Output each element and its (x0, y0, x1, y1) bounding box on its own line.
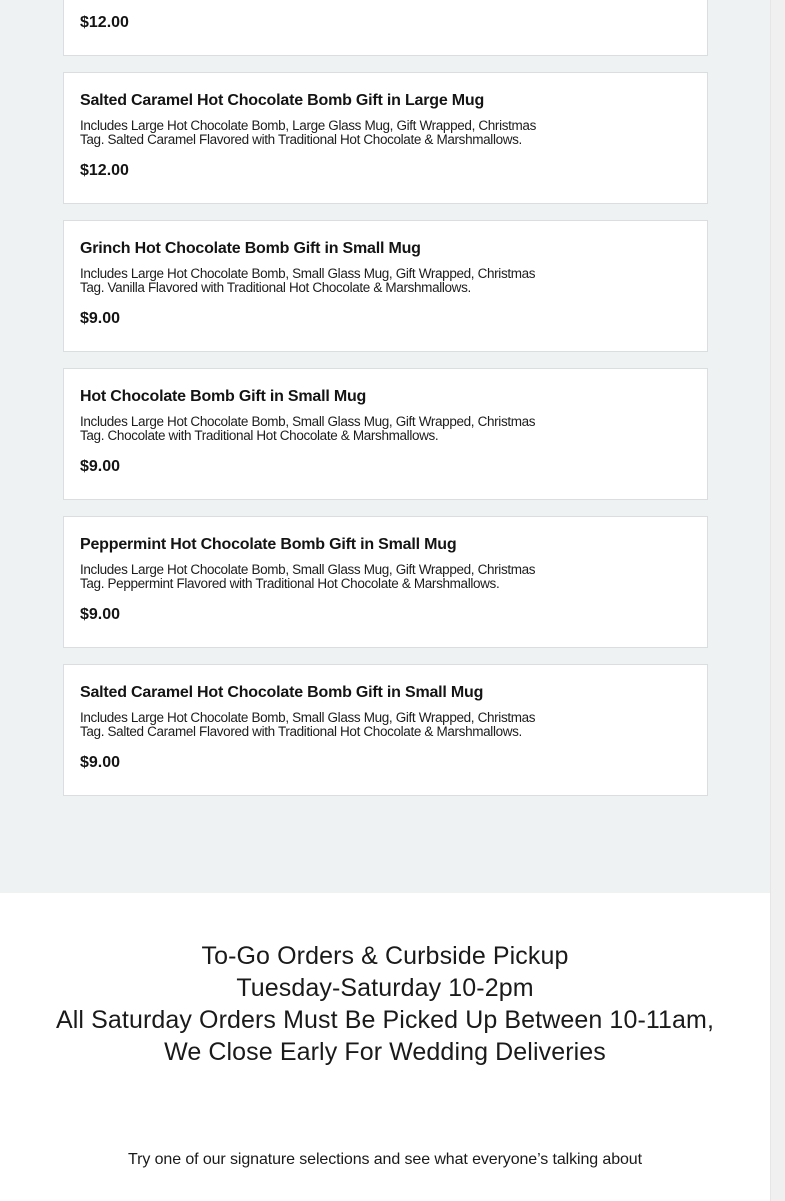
menu-item-description: Includes Large Hot Chocolate Bomb, Small Glass Mug, Gift Wrapped, Christmas Tag. Peppermint Flavored with Traditional Hot Chocolate & Marshmallows. (80, 563, 536, 591)
menu-item-description: Includes Large Hot Chocolate Bomb, Small Glass Mug, Gift Wrapped, Christmas Tag. Chocolate with Traditional Hot Chocolate & Marshmallows. (80, 415, 536, 443)
menu-item-name: Hot Chocolate Bomb Gift in Small Mug (80, 388, 367, 405)
menu-item-name: Grinch Hot Chocolate Bomb Gift in Small Mug (80, 240, 421, 257)
menu-item-description: Includes Large Hot Chocolate Bomb, Small Glass Mug, Gift Wrapped, Christmas Tag. Vanilla Flavored with Traditional Hot Chocolate & Marshmallows. (80, 267, 536, 295)
menu-item-card[interactable] (63, 72, 708, 204)
menu-item-name: Salted Caramel Hot Chocolate Bomb Gift in Small Mug (80, 684, 484, 701)
pickup-info-section (0, 893, 770, 1201)
pickup-hours-notice (0, 940, 770, 1068)
hours-line: Tuesday-Saturday 10-2pm (236, 974, 534, 1002)
menu-item-name: Salted Caramel Hot Chocolate Bomb Gift in Large Mug (80, 92, 485, 109)
signature-selections-text: Try one of our signature selections and see what everyone’s talking about (128, 1151, 642, 1168)
menu-item-list (63, 0, 708, 812)
menu-item-card[interactable] (63, 664, 708, 796)
menu-item-price: $12.00 (80, 162, 129, 179)
menu-item-price: $12.00 (80, 14, 129, 31)
menu-item-price: $9.00 (80, 754, 121, 771)
hours-line: All Saturday Orders Must Be Picked Up Between 10-11am, (55, 1006, 714, 1034)
menu-item-card[interactable] (63, 368, 708, 500)
menu-item-name: Peppermint Hot Chocolate Bomb Gift in Small Mug (80, 536, 457, 553)
menu-item-card[interactable] (63, 516, 708, 648)
hours-line: We Close Early For Wedding Deliveries (164, 1038, 606, 1066)
hours-line: To-Go Orders & Curbside Pickup (201, 942, 569, 970)
menu-item-card[interactable] (63, 220, 708, 352)
page-scrollbar[interactable] (770, 0, 785, 1201)
menu-item-card[interactable] (63, 0, 708, 56)
menu-item-price: $9.00 (80, 310, 121, 327)
menu-item-description: Includes Large Hot Chocolate Bomb, Small Glass Mug, Gift Wrapped, Christmas Tag. Salted Caramel Flavored with Traditional Hot Chocolate & Marshmallows. (80, 711, 536, 739)
menu-item-description: Includes Large Hot Chocolate Bomb, Large Glass Mug, Gift Wrapped, Christmas Tag. Salted Caramel Flavored with Traditional Hot Chocolate & Marshmallows. (80, 119, 536, 147)
menu-item-price: $9.00 (80, 606, 121, 623)
menu-item-price: $9.00 (80, 458, 121, 475)
